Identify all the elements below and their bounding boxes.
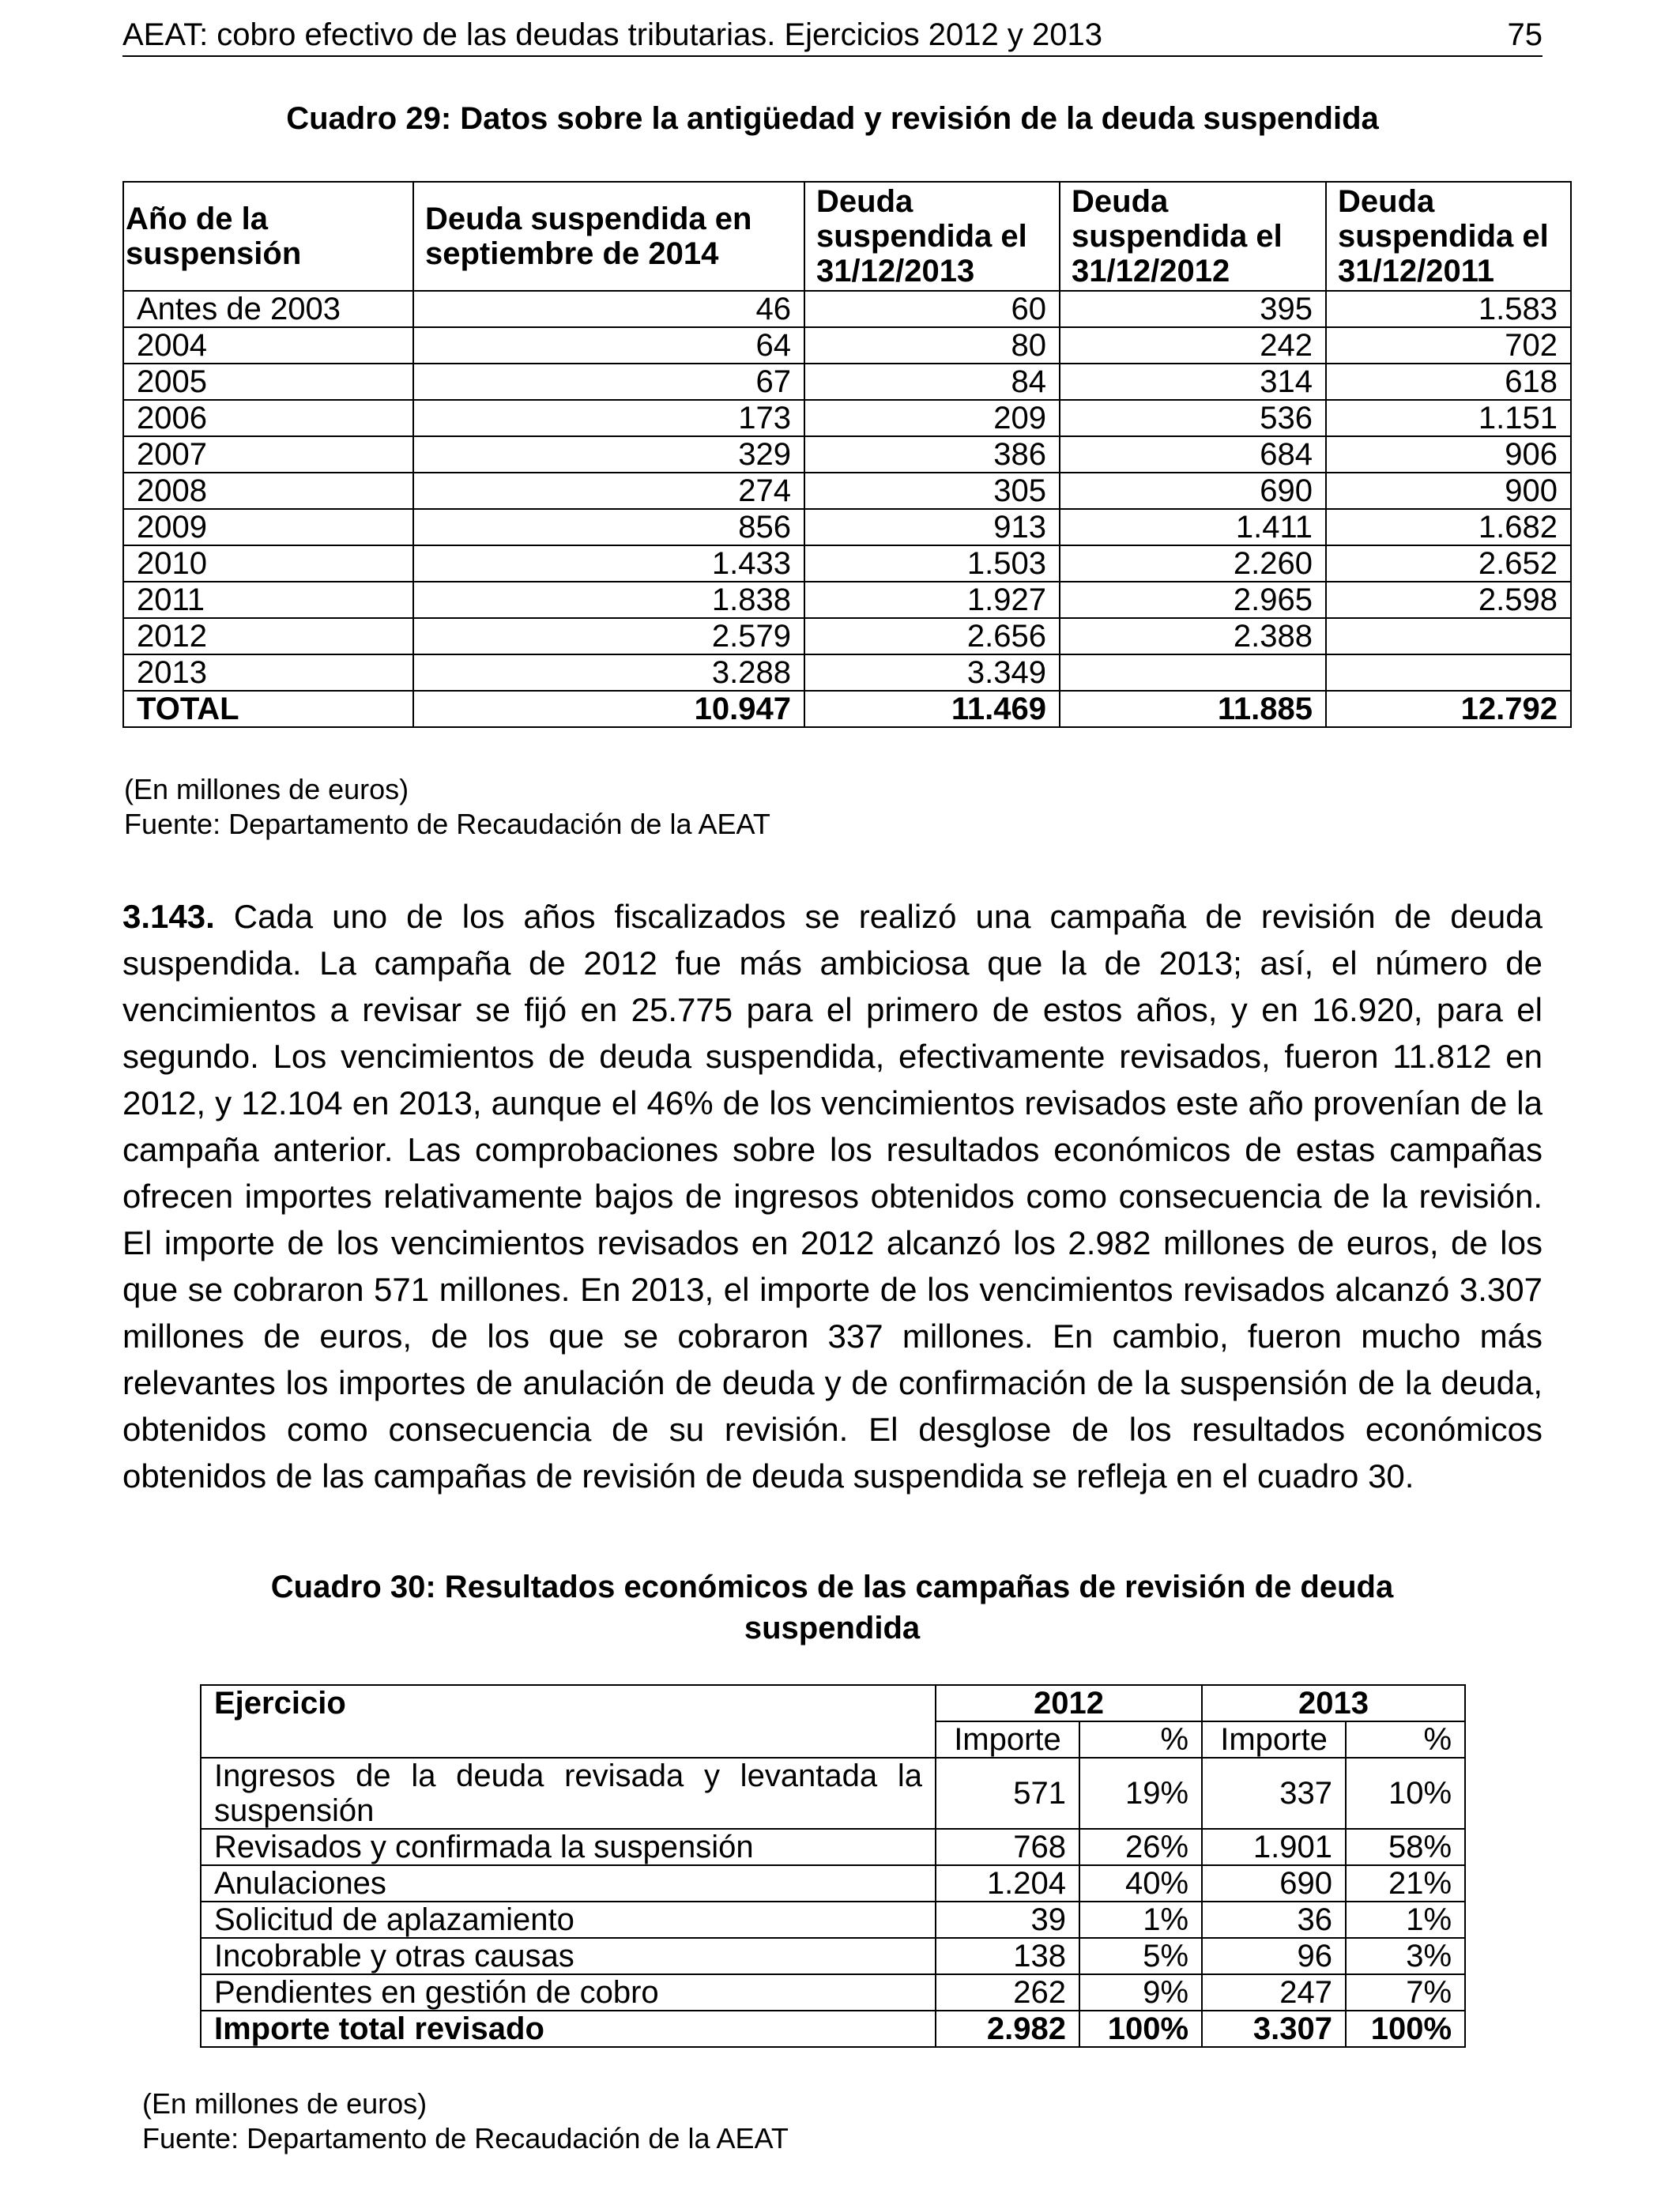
table-row — [123, 473, 1571, 509]
total-value-cell: 10.947 — [413, 691, 804, 727]
cuadro-30-notes — [142, 2087, 789, 2156]
header-cell: Deuda suspendida en septiembre de 2014 — [413, 182, 804, 291]
row-label-cell: 2007 — [123, 436, 413, 473]
header-cell: Deuda suspendida el 31/12/2011 — [1326, 182, 1571, 291]
total-value-cell: 11.885 — [1060, 691, 1326, 727]
value-cell: 84 — [804, 364, 1060, 400]
row-label-cell: Antes de 2003 — [123, 291, 413, 327]
value-cell: 702 — [1326, 327, 1571, 364]
value-cell: 138 — [936, 1938, 1079, 1974]
value-cell: 1.838 — [413, 582, 804, 618]
table-row — [201, 1865, 1465, 1902]
value-cell: 10% — [1346, 1758, 1465, 1829]
header-title: AEAT: cobro efectivo de las deudas tributarias. Ejercicios 2012 y 2013 — [122, 17, 1102, 52]
value-cell: 26% — [1079, 1829, 1202, 1865]
row-label-cell: 2005 — [123, 364, 413, 400]
value-cell: 2.260 — [1060, 545, 1326, 582]
subheader-cell: % — [1346, 1721, 1465, 1758]
total-value-cell: 3.307 — [1202, 2011, 1346, 2047]
cuadro-29-table — [122, 181, 1572, 728]
row-label-cell: Anulaciones — [201, 1865, 936, 1902]
value-cell: 209 — [804, 400, 1060, 436]
total-value-cell: 100% — [1346, 2011, 1465, 2047]
header-cell: Ejercicio — [201, 1685, 936, 1758]
value-cell: 1% — [1079, 1902, 1202, 1938]
row-label-cell: 2004 — [123, 327, 413, 364]
value-cell: 1.503 — [804, 545, 1060, 582]
table-row — [201, 1829, 1465, 1865]
value-cell: 1.151 — [1326, 400, 1571, 436]
value-cell: 337 — [1202, 1758, 1346, 1829]
value-cell: 1.411 — [1060, 509, 1326, 545]
table-row — [123, 364, 1571, 400]
total-value-cell: 100% — [1079, 2011, 1202, 2047]
cuadro-30-table — [200, 1684, 1466, 2048]
cuadro-29-title: Cuadro 29: Datos sobre la antigüedad y revisión de la deuda suspendida — [286, 101, 1379, 136]
total-row — [201, 2011, 1465, 2047]
year-header: 2012 — [936, 1685, 1202, 1721]
total-label-cell: Importe total revisado — [201, 2011, 936, 2047]
table-row — [123, 327, 1571, 364]
value-cell: 274 — [413, 473, 804, 509]
value-cell: 395 — [1060, 291, 1326, 327]
table-header-row — [123, 182, 1571, 291]
table-row — [123, 509, 1571, 545]
value-cell: 173 — [413, 400, 804, 436]
row-label-cell: Pendientes en gestión de cobro — [201, 1974, 936, 2011]
source-note: Fuente: Departamento de Recaudación de la AEAT — [142, 2122, 789, 2154]
value-cell: 1% — [1346, 1902, 1465, 1938]
value-cell: 64 — [413, 327, 804, 364]
table-row — [123, 582, 1571, 618]
table-row — [123, 618, 1571, 654]
value-cell: 21% — [1346, 1865, 1465, 1902]
row-label-cell: Ingresos de la deuda revisada y levantada la suspensión — [201, 1758, 936, 1829]
units-note: (En millones de euros) — [142, 2087, 428, 2120]
value-cell: 19% — [1079, 1758, 1202, 1829]
value-cell: 618 — [1326, 364, 1571, 400]
value-cell: 1.583 — [1326, 291, 1571, 327]
paragraph-3-143 — [122, 893, 1543, 1499]
total-value-cell: 11.469 — [804, 691, 1060, 727]
table-row — [123, 400, 1571, 436]
paragraph-text: Cada uno de los años fiscalizados se realizó una campaña de revisión de deuda suspendida. La campaña de 2012 fue más ambiciosa que la de 2013; así, el número de vencimientos a revisar se fijó en 25.775 para el primero de estos años, y en 16.920, para el segundo. Los vencimientos de deuda suspendida, efectivamente revisados, fueron 11.812 en 2012, y 12.104 en 2013, aunque el 46% de los vencimientos revisados este año provenían de la campaña anterior. Las comprobaciones sobre los resultados económicos de estas campañas ofrecen importes relativamente bajos de ingresos obtenidos como consecuencia de la revisión. El importe de los vencimientos revisados en 2012 alcanzó los 2.982 millones de euros, de los que se cobraron 571 millones. En 2013, el importe de los vencimientos revisados alcanzó 3.307 millones de euros, de los que se cobraron 337 millones. En cambio, fueron mucho más relevantes los importes de anulación de deuda y de confirmación de la suspensión de la deuda, obtenidos como consecuencia de su revisión. El desglose de los resultados económicos obtenidos de las campañas de revisión de deuda suspendida se refleja en el cuadro 30. — [122, 898, 1543, 1495]
value-cell: 67 — [413, 364, 804, 400]
table-header-row — [201, 1685, 1465, 1721]
table-row — [123, 545, 1571, 582]
value-cell: 536 — [1060, 400, 1326, 436]
value-cell: 39 — [936, 1902, 1079, 1938]
row-label-cell: 2009 — [123, 509, 413, 545]
table-row — [201, 1758, 1465, 1829]
table-row — [201, 1902, 1465, 1938]
row-label-cell: 2012 — [123, 618, 413, 654]
table-row — [123, 654, 1571, 691]
value-cell: 7% — [1346, 1974, 1465, 2011]
value-cell: 571 — [936, 1758, 1079, 1829]
value-cell: 3% — [1346, 1938, 1465, 1974]
value-cell: 9% — [1079, 1974, 1202, 2011]
value-cell: 1.682 — [1326, 509, 1571, 545]
units-note: (En millones de euros) — [124, 773, 409, 805]
value-cell: 856 — [413, 509, 804, 545]
value-cell: 329 — [413, 436, 804, 473]
value-cell: 247 — [1202, 1974, 1346, 2011]
value-cell: 314 — [1060, 364, 1326, 400]
value-cell — [1326, 618, 1571, 654]
value-cell: 242 — [1060, 327, 1326, 364]
row-label-cell: 2010 — [123, 545, 413, 582]
cuadro-30-title: Cuadro 30: Resultados económicos de las campañas de revisión de deuda suspendida — [270, 1570, 1394, 1646]
value-cell: 46 — [413, 291, 804, 327]
subheader-cell: Importe — [1202, 1721, 1346, 1758]
value-cell: 1.433 — [413, 545, 804, 582]
value-cell: 2.965 — [1060, 582, 1326, 618]
value-cell: 690 — [1060, 473, 1326, 509]
subheader-cell: Importe — [936, 1721, 1079, 1758]
table-row — [201, 1938, 1465, 1974]
value-cell: 900 — [1326, 473, 1571, 509]
total-row — [123, 691, 1571, 727]
row-label-cell: 2011 — [123, 582, 413, 618]
page-number: 75 — [1507, 17, 1543, 52]
value-cell — [1060, 654, 1326, 691]
year-header: 2013 — [1202, 1685, 1465, 1721]
source-note: Fuente: Departamento de Recaudación de la AEAT — [124, 808, 770, 840]
table-row — [123, 436, 1571, 473]
value-cell: 906 — [1326, 436, 1571, 473]
value-cell: 2.579 — [413, 618, 804, 654]
value-cell: 80 — [804, 327, 1060, 364]
value-cell: 1.901 — [1202, 1829, 1346, 1865]
value-cell: 1.927 — [804, 582, 1060, 618]
cuadro-29-notes — [124, 772, 770, 842]
value-cell: 2.598 — [1326, 582, 1571, 618]
header-cell: Deuda suspendida el 31/12/2013 — [804, 182, 1060, 291]
value-cell: 262 — [936, 1974, 1079, 2011]
value-cell: 2.388 — [1060, 618, 1326, 654]
paragraph-number: 3.143. — [122, 898, 215, 935]
total-value-cell: 12.792 — [1326, 691, 1571, 727]
value-cell: 913 — [804, 509, 1060, 545]
value-cell: 684 — [1060, 436, 1326, 473]
value-cell: 690 — [1202, 1865, 1346, 1902]
total-value-cell: 2.982 — [936, 2011, 1079, 2047]
value-cell: 60 — [804, 291, 1060, 327]
value-cell: 3.288 — [413, 654, 804, 691]
row-label-cell: 2013 — [123, 654, 413, 691]
value-cell: 96 — [1202, 1938, 1346, 1974]
value-cell: 768 — [936, 1829, 1079, 1865]
value-cell: 2.652 — [1326, 545, 1571, 582]
table-row — [123, 291, 1571, 327]
total-label-cell: TOTAL — [123, 691, 413, 727]
value-cell: 386 — [804, 436, 1060, 473]
row-label-cell: 2008 — [123, 473, 413, 509]
value-cell: 3.349 — [804, 654, 1060, 691]
value-cell: 5% — [1079, 1938, 1202, 1974]
value-cell: 305 — [804, 473, 1060, 509]
value-cell: 36 — [1202, 1902, 1346, 1938]
value-cell — [1326, 654, 1571, 691]
value-cell: 1.204 — [936, 1865, 1079, 1902]
page-header — [122, 14, 1543, 57]
value-cell: 2.656 — [804, 618, 1060, 654]
value-cell: 58% — [1346, 1829, 1465, 1865]
value-cell: 40% — [1079, 1865, 1202, 1902]
header-cell: Año de la suspensión — [123, 182, 413, 291]
row-label-cell: Incobrable y otras causas — [201, 1938, 936, 1974]
row-label-cell: Solicitud de aplazamiento — [201, 1902, 936, 1938]
table-row — [201, 1974, 1465, 2011]
row-label-cell: 2006 — [123, 400, 413, 436]
header-cell: Deuda suspendida el 31/12/2012 — [1060, 182, 1326, 291]
subheader-cell: % — [1079, 1721, 1202, 1758]
row-label-cell: Revisados y confirmada la suspensión — [201, 1829, 936, 1865]
